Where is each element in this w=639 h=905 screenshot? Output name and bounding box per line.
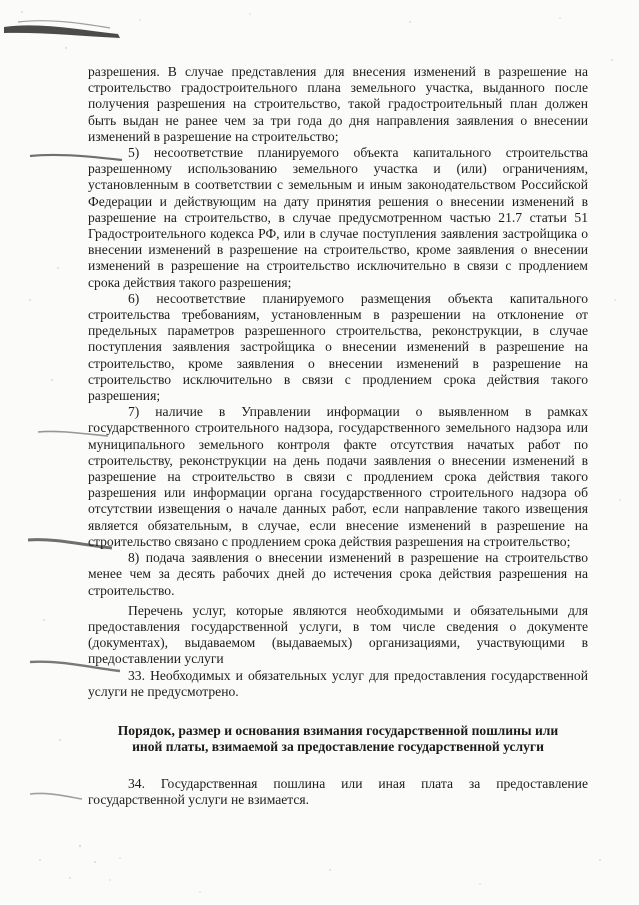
paragraph-item-34: 34. Государственная пошлина или иная плата за предоставление государственной услуги не взимается. [88,775,588,807]
paragraph-item-5: 5) несоответствие планируемого объекта капитального строительства разрешенному использованию земельного участка и (или) ограничениям, установленным в соответствии с земельным и иным законодательством Российской Федерации и действующим на дату принятия решения о внесении изменений в разрешение на строительство, в случае предусмотренном частью 21.7 статьи 51 Градостроительного кодекса РФ, или в случае поступления заявления застройщика о внесении изменений в разрешение на строительство, кроме заявления о внесении изменений в разрешение на строительство исключительно в связи с продлением срока действия такого разрешения; [88,145,588,290]
section-heading: Порядок, размер и основания взимания государственной пошлины или иной платы, взимаемой за предоставление государственной услуги [117,722,559,755]
paragraph-continuation: разрешения. В случае представления для внесения изменений в разрешение на строительство градостроительного плана земельного участка, выданного после получения разрешения на строительство, такой градостроительный план должен быть выдан не ранее чем за три года до дня направления заявления о внесении изменений в разрешение на строительство; [88,64,588,144]
paragraph-item-6: 6) несоответствие планируемого размещения объекта капитального строительства требованиям, установленным в разрешении на отклонение от предельных параметров разрешенного строительства, реконструкции, в случае поступления заявления застройщика о внесении изменений в разрешение на строительство, кроме заявления о внесении изменений в разрешение на строительство исключительно в связи с продлением срока действия такого разрешения; [88,290,588,404]
paragraph-services-list: Перечень услуг, которые являются необходимыми и обязательными для предоставления государственной услуги, в том числе сведения о документе (документах), выдаваемом (выдаваемых) организациями, участвующими в предоставлении услуги [88,602,588,667]
paragraph-item-7: 7) наличие в Управлении информации о выявленном в рамках государственного строительного надзора, государственного земельного надзора или муниципального земельного контроля факте отсутствия начатых работ по строительству, реконструкции на день подачи заявления о внесении изменений в разрешение на строительство в связи с продлением срока действия такого разрешения или информации органа государственного строительного надзора об отсутствии извещения о начале данных работ, если направление такого извещения является обязательным, в случае, если внесение изменений в разрешение на строительство связано с продлением срока действия разрешения на строительство; [88,404,588,549]
paragraph-item-8: 8) подача заявления о внесении изменений в разрешение на строительство менее чем за десять рабочих дней до истечения срока действия разрешения на строительство. [88,550,588,598]
paragraph-item-33: 33. Необходимых и обязательных услуг для предоставления государственной услуги не предусмотрено. [88,667,588,699]
document-body [88,64,588,808]
